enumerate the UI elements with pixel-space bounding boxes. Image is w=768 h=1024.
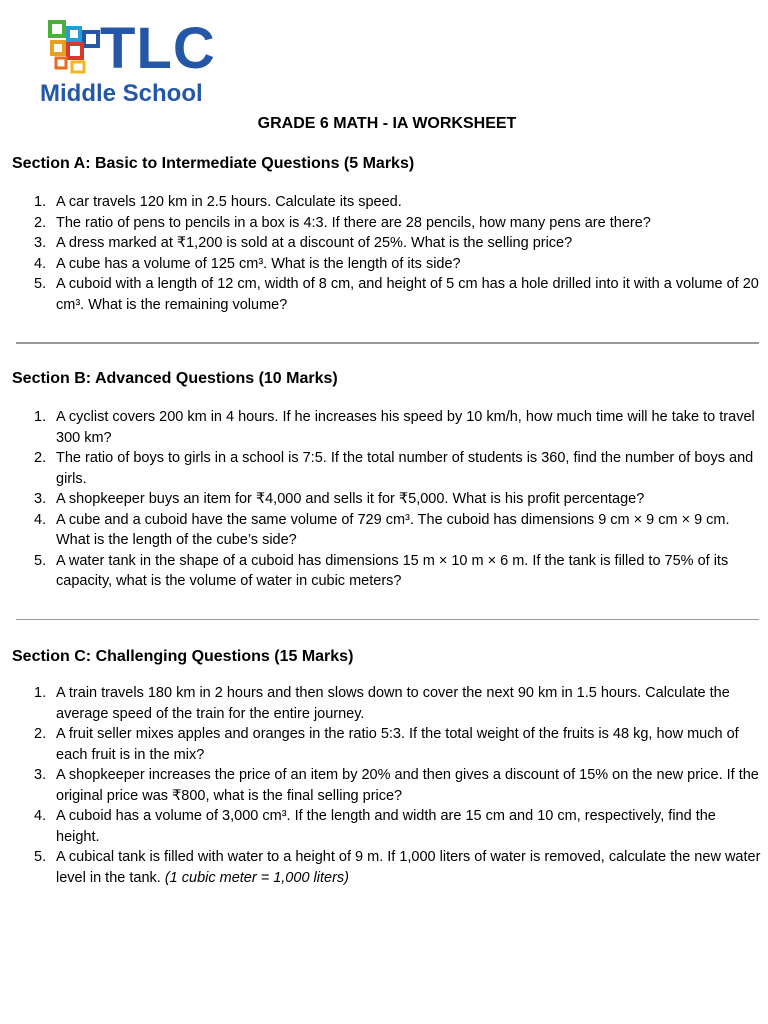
section-c-questions bbox=[0, 683, 761, 888]
list-item: 2. The ratio of boys to girls in a school is 7:5. If the total number of students is 360, find the number of boys and girls. bbox=[34, 450, 754, 487]
school-logo bbox=[40, 18, 240, 108]
logo-subtitle: Middle School bbox=[40, 80, 203, 107]
section-divider bbox=[16, 619, 759, 620]
section-b-title: Section B: Advanced Questions (10 Marks) bbox=[12, 370, 338, 387]
list-item: 1. A car travels 120 km in 2.5 hours. Calculate its speed. bbox=[34, 194, 402, 210]
logo-name: TLC bbox=[100, 16, 216, 81]
list-item: 2. A fruit seller mixes apples and oranges in the ratio 5:3. If the total weight of the fruits is 48 kg, how much of each fruit is in the mix? bbox=[34, 726, 739, 763]
list-item: 4. A cube has a volume of 125 cm³. What is the length of its side? bbox=[34, 255, 461, 272]
section-a-title: Section A: Basic to Intermediate Questions (5 Marks) bbox=[12, 155, 415, 172]
list-item: 4. A cube and a cuboid have the same volume of 729 cm³. The cuboid has dimensions 9 cm × 9 cm × 9 cm. What is the length of the cube’s side? bbox=[34, 511, 730, 548]
list-item: 3. A shopkeeper buys an item for ₹4,000 and sells it for ₹5,000. What is his profit percentage? bbox=[34, 491, 645, 507]
list-item: 5. A water tank in the shape of a cuboid has dimensions 15 m × 10 m × 6 m. If the tank is filled to 75% of its capacity, what is the volume of water in cubic meters? bbox=[34, 552, 729, 589]
list-item: 3. A dress marked at ₹1,200 is sold at a discount of 25%. What is the selling price? bbox=[34, 235, 573, 251]
unit-note: (1 cubic meter = 1,000 liters) bbox=[164, 869, 349, 886]
logo-squares-icon bbox=[48, 20, 100, 74]
section-c-title: Section C: Challenging Questions (15 Marks) bbox=[12, 648, 354, 665]
list-item: 5. A cuboid with a length of 12 cm, width of 8 cm, and height of 5 cm has a hole drilled into it with a volume of 20 cm³. What is the remaining volume? bbox=[34, 276, 759, 313]
worksheet-title: GRADE 6 MATH - IA WORKSHEET bbox=[257, 115, 517, 132]
section-a-questions bbox=[0, 192, 761, 315]
list-item: 5. A cubical tank is filled with water to a height of 9 m. If 1,000 liters of water is removed, calculate the new water level in the tank. (1 cubic meter = 1,000 liters) bbox=[34, 849, 761, 886]
section-b-questions bbox=[0, 407, 761, 592]
list-item: 1. A cyclist covers 200 km in 4 hours. If he increases his speed by 10 km/h, how much time will he take to travel 300 km? bbox=[34, 409, 755, 446]
section-divider bbox=[16, 342, 759, 344]
list-item: 4. A cuboid has a volume of 3,000 cm³. If the length and width are 15 cm and 10 cm, respectively, find the height. bbox=[34, 808, 716, 845]
list-item: 2. The ratio of pens to pencils in a box is 4:3. If there are 28 pencils, how many pens are there? bbox=[34, 214, 651, 231]
list-item: 1. A train travels 180 km in 2 hours and then slows down to cover the next 90 km in 1.5 hours. Calculate the average speed of the train for the entire journey. bbox=[34, 685, 730, 722]
list-item: 3. A shopkeeper increases the price of an item by 20% and then gives a discount of 15% on the new price. If the original price was ₹800, what is the final selling price? bbox=[34, 767, 759, 804]
